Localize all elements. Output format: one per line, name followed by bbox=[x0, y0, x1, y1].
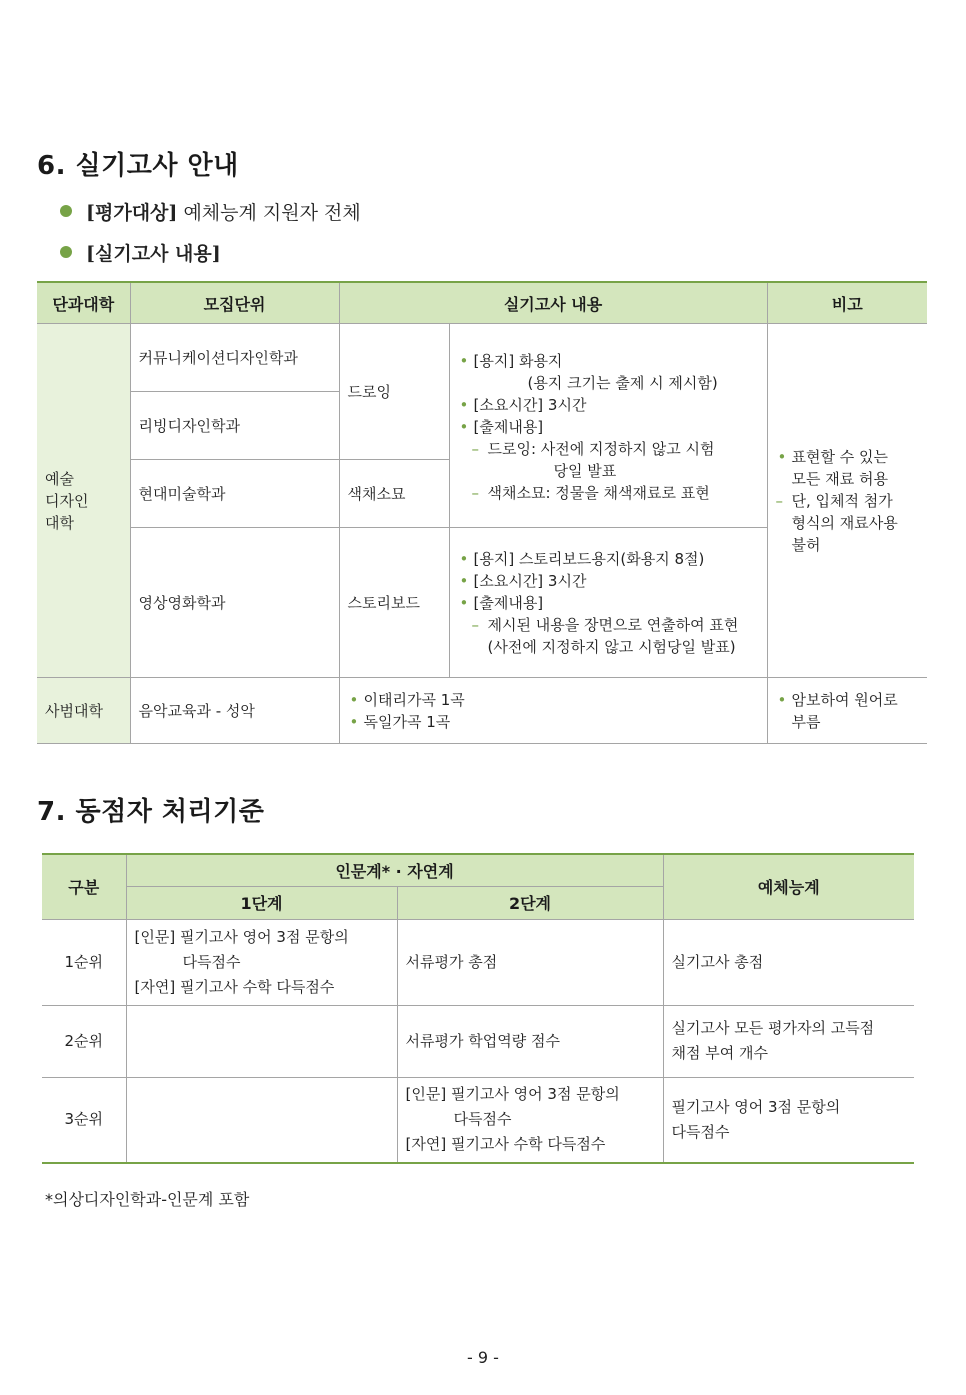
music-content bbox=[339, 678, 767, 744]
content-a-topic: • [출제내용] bbox=[458, 416, 759, 438]
content-a-paper: • [용지] 화용지 bbox=[458, 350, 759, 372]
header-remark: 비고 bbox=[767, 282, 927, 324]
exam-storyboard: 스토리보드 bbox=[339, 528, 449, 678]
remark-music-line: • 암보하여 원어로 부름 bbox=[776, 689, 920, 733]
table-row bbox=[42, 1005, 914, 1077]
content-a-drawing-note2: 당일 발표 bbox=[553, 461, 617, 480]
footnote: *의상디자인학과-인문계 포함 bbox=[45, 1190, 250, 1209]
exam-drawing: 드로잉 bbox=[339, 324, 449, 460]
dept-living: 리빙디자인학과 bbox=[130, 392, 339, 460]
tiebreak-table bbox=[42, 853, 914, 1164]
rank1-arts: 실기고사 총점 bbox=[663, 919, 914, 1005]
content-label: [실기고사 내용] bbox=[86, 243, 221, 265]
remark-art-line1: • 표현할 수 있는 모든 재료 허용 bbox=[776, 446, 920, 490]
practical-exam-table bbox=[37, 281, 927, 744]
rank-2: 2순위 bbox=[42, 1005, 126, 1077]
bullet-dot-icon bbox=[60, 246, 72, 258]
rank1-stage1: [인문] 필기고사 영어 3점 문항의 다득점수 [자연] 필기고사 수학 다득점수 bbox=[126, 919, 397, 1005]
music-item: • 독일가곡 1곡 bbox=[348, 711, 759, 733]
remark-music bbox=[767, 678, 927, 744]
content-b-note2: (사전에 지정하지 않고 시험당일 발표) bbox=[487, 637, 736, 656]
header-college: 단과대학 bbox=[37, 282, 130, 324]
dept-film: 영상영화학과 bbox=[130, 528, 339, 678]
table-header-row bbox=[37, 282, 927, 324]
rank1-stage2: 서류평가 총점 bbox=[397, 919, 663, 1005]
table-row bbox=[37, 678, 927, 744]
content-b-paper: • [용지] 스토리보드용지(화용지 8절) bbox=[458, 548, 759, 570]
rank2-stage2: 서류평가 학업역량 점수 bbox=[397, 1005, 663, 1077]
college-art: 예술 디자인 대학 bbox=[37, 324, 130, 678]
rank2-stage1 bbox=[126, 1005, 397, 1077]
header-category: 구분 bbox=[42, 854, 126, 919]
rank3-stage2: [인문] 필기고사 영어 3점 문항의 다득점수 [자연] 필기고사 수학 다득점수 bbox=[397, 1077, 663, 1163]
remark-art bbox=[767, 324, 927, 678]
section-7-title: 7. 동점자 처리기준 bbox=[37, 797, 265, 827]
content-a-paper-note: (용지 크기는 출제 시 제시함) bbox=[527, 373, 718, 392]
header-stage1: 1단계 bbox=[126, 886, 397, 919]
target-text: 예체능계 지원자 전체 bbox=[183, 202, 361, 224]
rank3-stage1 bbox=[126, 1077, 397, 1163]
header-content: 실기고사 내용 bbox=[339, 282, 767, 324]
college-edu: 사범대학 bbox=[37, 678, 130, 744]
target-bullet bbox=[60, 198, 361, 225]
content-bullet bbox=[60, 239, 221, 266]
table-header-row bbox=[42, 854, 914, 886]
page-number: - 9 - bbox=[467, 1348, 499, 1367]
header-unit: 모집단위 bbox=[130, 282, 339, 324]
exam-color: 색채소묘 bbox=[339, 460, 449, 528]
dept-communication: 커뮤니케이션디자인학과 bbox=[130, 324, 339, 392]
rank-1: 1순위 bbox=[42, 919, 126, 1005]
content-b-topic: • [출제내용] bbox=[458, 592, 759, 614]
content-a-time: • [소요시간] 3시간 bbox=[458, 394, 759, 416]
content-b-time: • [소요시간] 3시간 bbox=[458, 570, 759, 592]
rank2-arts: 실기고사 모든 평가자의 고득점 채점 부여 개수 bbox=[663, 1005, 914, 1077]
content-a-drawing-note: – 드로잉: 사전에 지정하지 않고 시험 bbox=[458, 438, 759, 460]
music-item: • 이태리가곡 1곡 bbox=[348, 689, 759, 711]
exam-content-b bbox=[449, 528, 767, 678]
dept-music: 음악교육과 - 성악 bbox=[130, 678, 339, 744]
target-label: [평가대상] bbox=[86, 202, 178, 224]
content-a-color-note: – 색채소묘: 정물을 채색재료로 표현 bbox=[458, 482, 759, 504]
content-b-note1: – 제시된 내용을 장면으로 연출하여 표현 bbox=[458, 614, 759, 636]
section-6-title: 6. 실기고사 안내 bbox=[37, 151, 239, 181]
header-stage2: 2단계 bbox=[397, 886, 663, 919]
exam-content-a bbox=[449, 324, 767, 528]
header-arts: 예체능계 bbox=[663, 854, 914, 919]
table-row bbox=[37, 324, 927, 392]
rank-3: 3순위 bbox=[42, 1077, 126, 1163]
header-group: 인문계* · 자연계 bbox=[126, 854, 663, 886]
rank3-arts: 필기고사 영어 3점 문항의 다득점수 bbox=[663, 1077, 914, 1163]
dept-modern-art: 현대미술학과 bbox=[130, 460, 339, 528]
bullet-dot-icon bbox=[60, 205, 72, 217]
remark-art-line3: – 단, 입체적 첨가 형식의 재료사용 불허 bbox=[776, 490, 920, 556]
table-row bbox=[42, 1077, 914, 1163]
table-row bbox=[42, 919, 914, 1005]
